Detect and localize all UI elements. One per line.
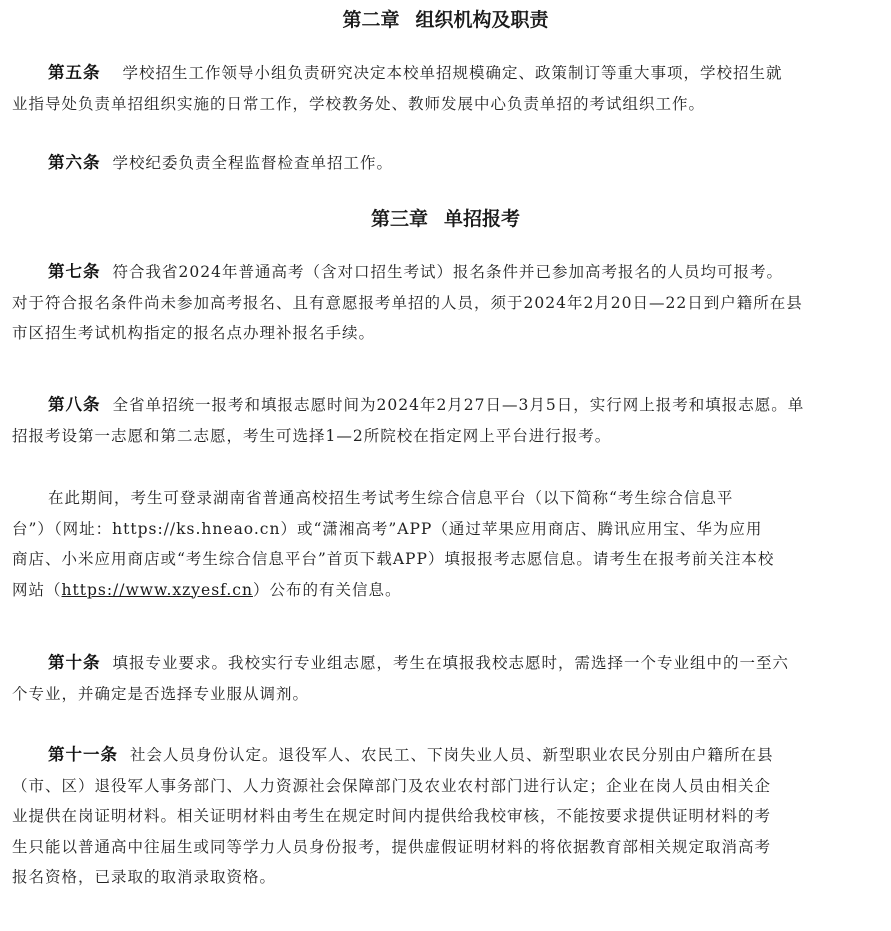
article-8-line-2: 招报考设第一志愿和第二志愿，考生可选择1—2所院校在指定网上平台进行报考。: [12, 426, 612, 445]
period-line-1: 在此期间，考生可登录湖南省普通高校招生考试考生综合信息平台（以下简称“考生综合信息平: [48, 489, 734, 507]
period-paragraph: [12, 483, 882, 605]
article-5: [12, 58, 882, 119]
article-8-label: 第八条: [48, 395, 101, 414]
article-11-label: 第十一条: [48, 745, 118, 764]
article-11-line-3: 业提供在岗证明材料。相关证明材料由考生在规定时间内提供给我校审核，不能按要求提供证明材料的考: [12, 807, 772, 825]
school-website-link[interactable]: https://www.xzyesf.cn: [61, 580, 253, 599]
article-11-line-1: 社会人员身份认定。退役军人、农民工、下岗失业人员、新型职业农民分别由户籍所在县: [130, 746, 774, 764]
article-7: [12, 257, 882, 349]
article-7-line-1: 符合我省2024年普通高考（含对口招生考试）报名条件并已参加高考报名的人员均可报考。: [112, 263, 783, 281]
article-5-label: 第五条: [48, 63, 101, 82]
article-7-line-3: 市区招生考试机构指定的报名点办理补报名手续。: [12, 324, 376, 342]
article-6-label: 第六条: [48, 153, 101, 172]
article-6: [12, 148, 882, 179]
article-11-line-2: （市、区）退役军人事务部门、人力资源社会保障部门及农业农村部门进行认定；企业在岗人员由相关企: [12, 776, 772, 795]
article-7-line-2: 对于符合报名条件尚未参加高考报名、且有意愿报考单招的人员，须于2024年2月20日—22日到户籍所在县: [12, 293, 803, 312]
article-10-line-2: 个专业，并确定是否选择专业服从调剂。: [12, 684, 310, 703]
article-10-line-1: 填报专业要求。我校实行专业组志愿，考生在填报我校志愿时，需选择一个专业组中的一至六: [112, 654, 790, 672]
period-line-3: 商店、小米应用商店或“考生综合信息平台”首页下载APP）填报报考志愿信息。请考生在报考前关注本校: [12, 550, 775, 568]
article-6-line-1: 学校纪委负责全程监督检查单招工作。: [112, 154, 394, 172]
article-11: [12, 740, 882, 893]
article-10: [12, 648, 882, 709]
chapter-3-heading: [0, 207, 891, 231]
article-7-label: 第七条: [48, 262, 101, 281]
article-11-line-4: 生只能以普通高中往届生或同等学力人员身份报考，提供虚假证明材料的将依据教育部相关规定取消高考: [12, 837, 772, 856]
article-5-line-2: 业指导处负责单招组织实施的日常工作，学校教务处、教师发展中心负责单招的考试组织工作。: [12, 94, 706, 113]
chapter-3-title: 单招报考: [444, 208, 521, 230]
chapter-3-number: 第三章: [370, 208, 428, 230]
period-line-4-prefix: 网站（: [12, 580, 62, 599]
article-11-line-5: 报名资格，已录取的取消录取资格。: [12, 868, 277, 886]
period-line-4-suffix: ）公布的有关信息。: [252, 580, 402, 599]
article-10-label: 第十条: [48, 653, 101, 672]
article-5-line-1: 学校招生工作领导小组负责研究决定本校单招规模确定、政策制订等重大事项，学校招生就: [122, 64, 783, 82]
period-line-2: 台”）（网址：https://ks.hneao.cn）或“潇湘高考”APP（通过苹果应用商店、腾讯应用宝、华为应用: [12, 519, 763, 538]
chapter-2-heading: [0, 8, 891, 32]
article-8: [12, 390, 882, 451]
article-8-line-1: 全省单招统一报考和填报志愿时间为2024年2月27日—3月5日，实行网上报考和填报志愿。单: [112, 396, 805, 414]
chapter-2-number: 第二章: [342, 9, 400, 31]
chapter-2-title: 组织机构及职责: [415, 9, 549, 31]
